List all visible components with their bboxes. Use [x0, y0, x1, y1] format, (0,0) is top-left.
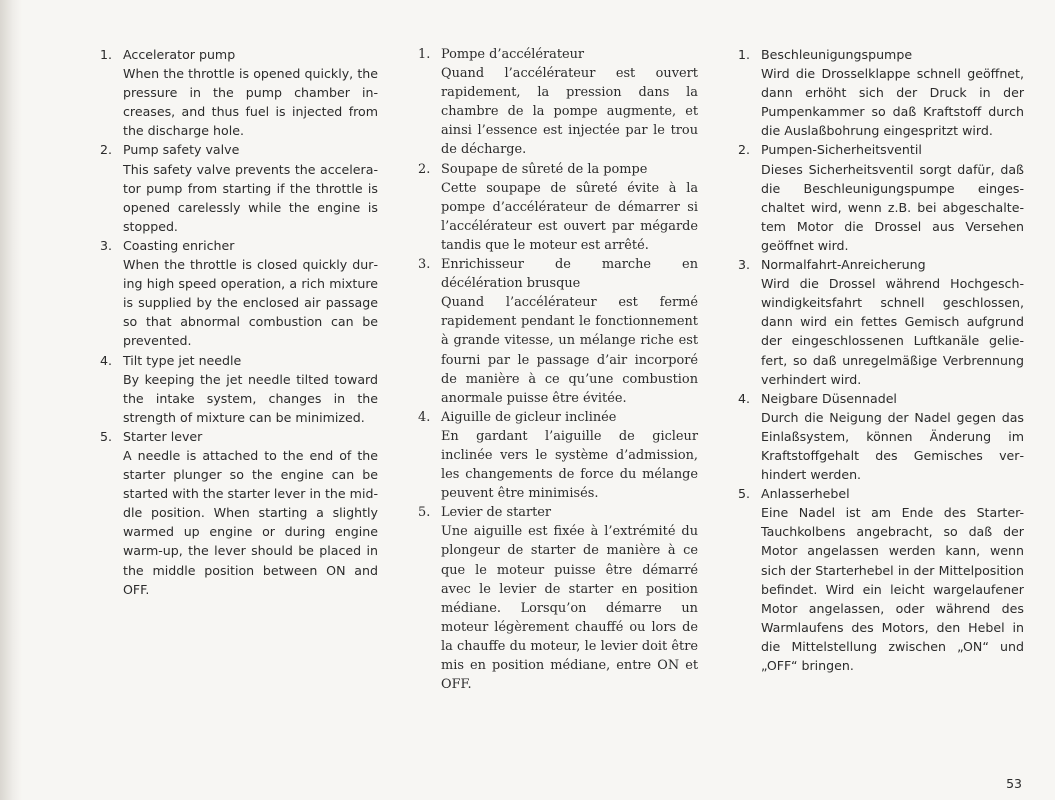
english-item-5 [100, 427, 378, 599]
german-item-2 [738, 140, 1024, 255]
german-item-1 [738, 45, 1024, 140]
item-title: Levier de starter [441, 505, 552, 521]
item-title: Soupape de sûreté de la pompe [441, 161, 648, 177]
item-number: 1. [100, 47, 113, 62]
item-number: 2. [418, 161, 431, 177]
french-column [418, 45, 698, 694]
item-number: 2. [738, 142, 751, 158]
item-number: 5. [738, 486, 751, 502]
english-item-3 [100, 236, 378, 351]
item-title: Aiguille de gicleur inclinée [441, 409, 617, 425]
item-number: 2. [100, 142, 113, 158]
item-title: Pumpen-Sicherheitsventil [761, 142, 922, 158]
german-column [738, 45, 1024, 675]
item-number: 3. [738, 257, 751, 273]
item-title: Enrichisseur de marche en décélération brusque [441, 257, 698, 292]
item-body: En gardant l’aiguille de gicleur inclinée vers le système d’admission, les changements de force du mélange peuvent être minimisés. [441, 428, 698, 502]
item-number: 4. [418, 409, 431, 425]
item-number: 5. [418, 505, 431, 521]
item-title: Normalfahrt-Anreicherung [761, 257, 926, 273]
english-item-4 [100, 351, 378, 427]
english-column [100, 45, 378, 599]
item-body: This safety valve prevents the accelerator pump from starting if the throttle is opened carelessly while the engine is stopped. [123, 161, 378, 234]
item-body: A needle is attached to the end of the starter plunger so the engine can be started with the starter lever in the middle position. When starting a slightly warmed up engine or during engine warm-up, the lever should be placed in the middle position between ON and OFF. [123, 447, 378, 597]
item-number: 1. [418, 47, 431, 62]
item-title: Beschleunigungspumpe [761, 47, 913, 62]
item-title: Anlasserhebel [761, 486, 850, 502]
item-body: Wird die Drossel während Hochgeschwindigkeitsfahrt schnell geschlossen, dann wird ein fettes Gemisch aufgrund der eingeschlossenen Luftkanäle geliefert, so daß unregelmäßige Verbrennung verhindert wird. [761, 276, 1024, 387]
german-item-5 [738, 484, 1024, 675]
french-item-2 [418, 160, 698, 255]
page-number: 53 [1006, 776, 1022, 791]
item-body: When the throttle is closed quickly during high speed operation, a rich mixture is supplied by the enclosed air passage so that abnormal combustion can be prevented. [123, 257, 378, 349]
item-body: Eine Nadel ist am Ende des Starter-Tauchkolbens angebracht, so daß der Motor angelassen werden kann, wenn sich der Starterhebel in der Mittelposition befindet. Wird ein leicht wargelaufener Motor angelassen, oder während des Warmlaufens des Motors, den Hebel in die Mittelstellung zwischen „ON“ und „OFF“ bringen. [761, 505, 1024, 673]
french-item-4 [418, 408, 698, 503]
item-number: 3. [418, 257, 431, 273]
item-body: When the throttle is opened quickly, the pressure in the pump chamber increases, and thus fuel is injected from the discharge hole. [123, 66, 378, 139]
item-body: Quand l’accélérateur est fermé rapidement pendant le fonctionnement à grande vitesse, un mélange riche est fourni par le passage d’air incorporé de manière à ce qu’une combustion anormale puisse être évitée. [441, 295, 698, 406]
item-body: Cette soupape de sûreté évite à la pompe d’accélérateur de démarrer si l’accélérateur est ouvert par mégarde tandis que le moteur est arrêté. [441, 180, 698, 253]
item-title: Tilt type jet needle [123, 352, 242, 368]
item-title: Pompe d’accélérateur [441, 47, 585, 62]
scan-edge [0, 0, 22, 800]
item-number: 5. [100, 428, 113, 444]
item-number: 3. [100, 237, 113, 253]
item-number: 4. [100, 352, 113, 368]
french-item-3 [418, 255, 698, 408]
item-title: Accelerator pump [123, 47, 236, 62]
item-body: Durch die Neigung der Nadel gegen das Einlaßsystem, können Änderung im Kraftstoffgehalt des Gemisches verhindert werden. [761, 409, 1024, 483]
item-title: Neigbare Düsennadel [761, 390, 897, 406]
english-item-2 [100, 140, 378, 235]
german-item-4 [738, 389, 1024, 484]
item-number: 1. [738, 47, 751, 62]
item-title: Starter lever [123, 428, 203, 444]
item-title: Coasting enricher [123, 237, 235, 253]
item-body: Une aiguille est fixée à l’extrémité du plongeur de starter de manière à ce que le moteur puisse être démarré avec le levier de starter en position médiane. Lorsqu’on démarre un moteur légèrement chauffé ou lors de la chauffe du moteur, le levier doit être mis en position médiane, entre ON et OFF. [441, 524, 698, 693]
item-body: Dieses Sicherheitsventil sorgt dafür, daß die Beschleunigungspumpe eingeschaltet wird, wenn z.B. bei abgeschaltetem Motor die Drossel aus Versehen geöffnet wird. [761, 161, 1024, 253]
item-title: Pump safety valve [123, 142, 240, 158]
french-item-5 [418, 503, 698, 694]
english-item-1 [100, 45, 378, 140]
item-body: Quand l’accélérateur est ouvert rapidement, la pression dans la chambre de la pompe augmente, et ainsi l’essence est injectée par le trou de décharge. [441, 66, 698, 158]
german-item-3 [738, 255, 1024, 389]
item-body: By keeping the jet needle tilted toward the intake system, changes in the strength of mixture can be minimized. [123, 371, 378, 425]
item-body: Wird die Drosselklappe schnell geöffnet, dann erhöht sich der Druck in der Pumpenkammer so daß Kraftstoff durch die Auslaßbohrung eingespritzt wird. [761, 66, 1024, 139]
french-item-1 [418, 45, 698, 160]
item-number: 4. [738, 390, 751, 406]
